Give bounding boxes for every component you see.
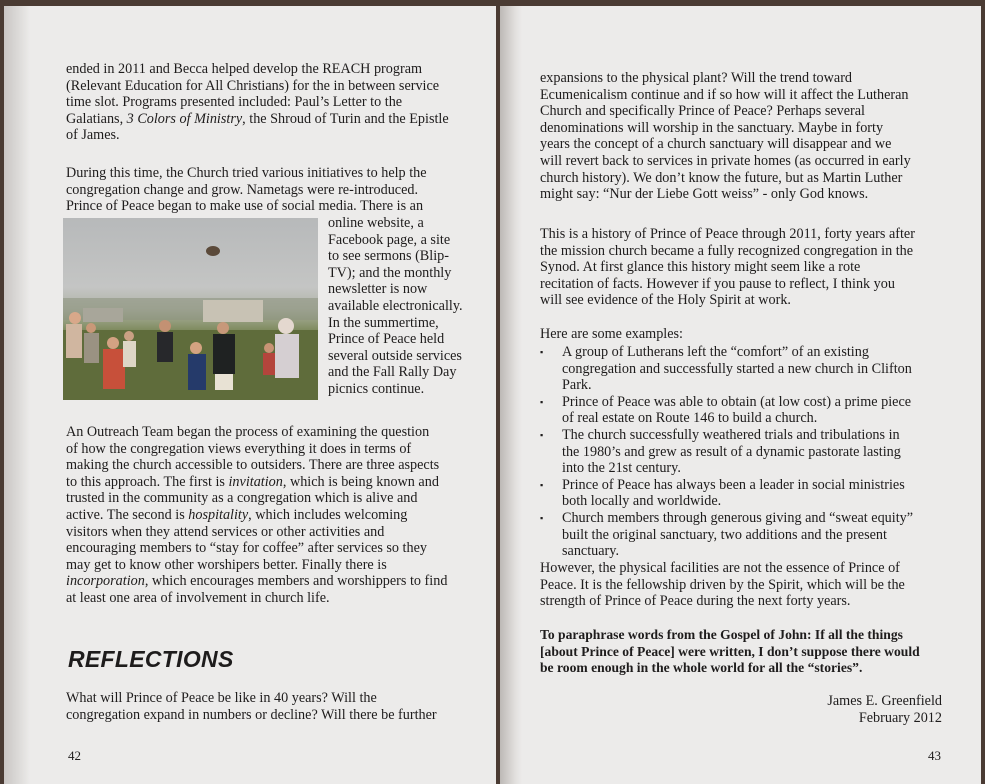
text-line: [about Prince of Peace] were written, I don’t suppose there would bbox=[540, 643, 920, 659]
text-line: of real estate on Route 146 to build a church. bbox=[562, 410, 818, 427]
list-item bbox=[540, 394, 913, 427]
text-line: to this approach. The first is invitation, which is being known and bbox=[66, 473, 439, 490]
left-paragraph-2-wrap bbox=[328, 215, 463, 398]
text-line: In the summertime, bbox=[328, 314, 439, 331]
text-line: at least one area of involvement in church life. bbox=[66, 589, 330, 606]
signature-name: James E. Greenfield bbox=[827, 693, 942, 709]
text-line: the 1980’s and grew as result of a dynamic pastorate lasting bbox=[562, 443, 901, 460]
text-line: built the original sanctuary, two additions and the present bbox=[562, 526, 887, 543]
text-line: encouraging members to “stay for coffee” after services so they bbox=[66, 540, 427, 557]
outdoor-picnic-photo bbox=[63, 218, 318, 400]
text-line: both locally and worldwide. bbox=[562, 493, 722, 510]
text-line: online website, a bbox=[328, 215, 424, 231]
text-line: recitation of facts. However if you pause to reflect, I think you bbox=[540, 275, 895, 292]
text-line: be room enough in the whole world for all the “stories”. bbox=[540, 660, 863, 676]
text-line: available electronically. bbox=[328, 297, 463, 314]
right-paragraph-4 bbox=[540, 560, 905, 610]
text-line: active. The second is hospitality, which includes welcoming bbox=[66, 506, 408, 523]
list-item bbox=[540, 427, 913, 477]
text-line: Prince of Peace held bbox=[328, 331, 445, 348]
text-line: and the Fall Rally Day bbox=[328, 364, 457, 381]
text-line: will revert back to services in private homes (as occurred in early bbox=[540, 152, 911, 169]
text-line: congregation and successfully started a new church in Clifton bbox=[562, 360, 912, 377]
text-line: into the 21st century. bbox=[562, 460, 681, 477]
text-line: Peace. It is the fellowship driven by the Spirit, which will be the bbox=[540, 576, 905, 593]
page-number-right: 43 bbox=[928, 748, 941, 763]
text-line: might say: “Nur der Liebe Gott weiss” - only God knows. bbox=[540, 186, 869, 203]
text-line: picnics continue. bbox=[328, 380, 425, 397]
text-line: of James. bbox=[66, 127, 120, 144]
text-line: Church and specifically Prince of Peace? Perhaps several bbox=[540, 103, 865, 120]
football bbox=[206, 246, 220, 256]
text-line: An Outreach Team began the process of examining the question bbox=[66, 424, 430, 440]
text-line: Ecumenicalism continue and if so how will it affect the Lutheran bbox=[540, 86, 909, 103]
text-line: Prince of Peace began to make use of social media. There is an bbox=[66, 198, 424, 215]
text-line: congregation change and grow. Nametags were re-introduced. bbox=[66, 181, 419, 198]
signature-date: February 2012 bbox=[858, 709, 942, 726]
signature bbox=[822, 693, 942, 726]
text-line: several outside services bbox=[328, 347, 462, 364]
left-paragraph-3 bbox=[66, 424, 447, 607]
examples-list bbox=[540, 344, 913, 560]
text-line: (Relevant Education for All Christians) for the in between service bbox=[66, 77, 440, 94]
text-line: ▪ Prince of Peace has always been a leader in social ministries bbox=[562, 476, 905, 493]
list-item bbox=[540, 510, 913, 560]
left-paragraph-4 bbox=[66, 690, 437, 723]
text-line: to see sermons (Blip- bbox=[328, 248, 449, 265]
text-line: To paraphrase words from the Gospel of John: If all the things bbox=[540, 627, 903, 642]
text-line: denominations will worship in the sanctuary. Maybe in forty bbox=[540, 119, 884, 136]
text-line: years the concept of a church sanctuary will disappear and we bbox=[540, 136, 892, 153]
text-line: Park. bbox=[562, 377, 592, 394]
reflections-heading: REFLECTIONS bbox=[68, 646, 234, 672]
text-line: ▪ A group of Lutherans left the “comfort” of an existing bbox=[562, 344, 869, 360]
gospel-quote bbox=[540, 627, 920, 677]
text-line: church history). We don’t know the future, but as Martin Luther bbox=[540, 169, 903, 186]
text-line: strength of Prince of Peace during the next forty years. bbox=[540, 593, 851, 610]
page-number-left: 42 bbox=[68, 748, 81, 763]
text-line: of how the congregation views everything it does in terms of bbox=[66, 440, 412, 457]
right-paragraph-3: Here are some examples: bbox=[540, 326, 683, 342]
text-line: ended in 2011 and Becca helped develop the REACH program bbox=[66, 61, 423, 77]
text-line: ▪ The church successfully weathered trials and tribulations in bbox=[562, 426, 900, 443]
text-line: However, the physical facilities are not the essence of Prince of bbox=[540, 560, 900, 576]
text-line: expansions to the physical plant? Will the trend toward bbox=[540, 70, 853, 86]
text-line: TV); and the monthly bbox=[328, 264, 452, 281]
list-item bbox=[540, 344, 913, 394]
text-line: making the church accessible to outsiders. There are three aspects bbox=[66, 457, 440, 474]
text-line: time slot. Programs presented included: Paul’s Letter to the bbox=[66, 94, 403, 111]
left-paragraph-1 bbox=[66, 61, 449, 144]
text-line: newsletter is now bbox=[328, 281, 428, 298]
text-line: Synod. At first glance this history might seem like a rote bbox=[540, 259, 861, 276]
text-line: trusted in the community as a congregation which is alive and bbox=[66, 490, 418, 507]
list-item bbox=[540, 477, 913, 510]
right-paragraph-2 bbox=[540, 226, 915, 309]
text-line: Galatians, 3 Colors of Ministry, the Shroud of Turin and the Epistle bbox=[66, 110, 449, 127]
text-line: ▪ Church members through generous giving and “sweat equity” bbox=[562, 509, 914, 526]
text-line: will see evidence of the Holy Spirit at work. bbox=[540, 292, 791, 309]
text-line: Facebook page, a site bbox=[328, 231, 451, 248]
text-line: sanctuary. bbox=[562, 543, 619, 560]
text-line: ▪ Prince of Peace was able to obtain (at low cost) a prime piece bbox=[562, 393, 912, 410]
text-line: congregation expand in numbers or decline? Will there be further bbox=[66, 706, 437, 723]
text-line: What will Prince of Peace be like in 40 years? Will the bbox=[66, 690, 377, 706]
text-line: visitors when they attend services or other activities and bbox=[66, 523, 385, 540]
right-paragraph-1 bbox=[540, 70, 911, 203]
text-line: incorporation, which encourages members and worshippers to find bbox=[66, 573, 448, 590]
text-line: During this time, the Church tried various initiatives to help the bbox=[66, 165, 427, 181]
photo-illustration bbox=[63, 218, 318, 400]
text-line: may get to know other worshipers better. Finally there is bbox=[66, 556, 387, 573]
text-line: This is a history of Prince of Peace through 2011, forty years after bbox=[540, 226, 915, 242]
text-line: the mission church became a fully recognized congregation in the bbox=[540, 242, 914, 259]
left-paragraph-2 bbox=[66, 165, 427, 215]
